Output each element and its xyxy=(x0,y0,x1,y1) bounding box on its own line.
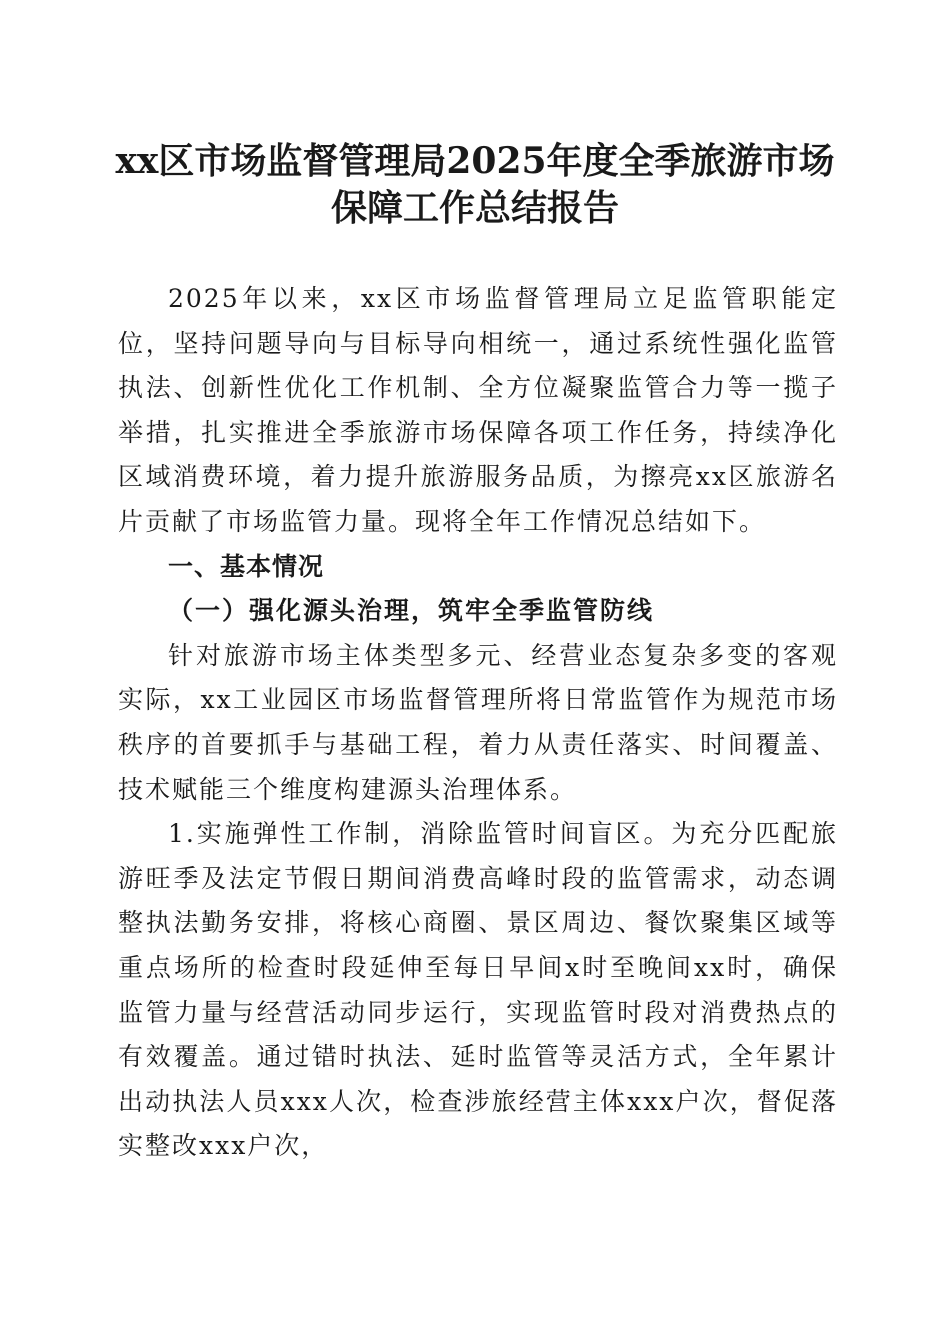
subsection-paragraph: 针对旅游市场主体类型多元、经营业态复杂多变的客观实际，xx工业园区市场监督管理所将日常监管作为规范市场秩序的首要抓手与基础工程，着力从责任落实、时间覆盖、技术赋能三个维度构建源头治理体系。 xyxy=(118,640,838,804)
intro-paragraph: 2025年以来，xx区市场监督管理局立足监管职能定位，坚持问题导向与目标导向相统一，通过系统性强化监管执法、创新性优化工作机制、全方位凝聚监管合力等一揽子举措，扎实推进全季旅游市场保障各项工作任务，持续净化区域消费环境，着力提升旅游服务品质，为擦亮xx区旅游名片贡献了市场监管力量。现将全年工作情况总结如下。 xyxy=(118,284,838,536)
document-body xyxy=(118,277,838,1169)
title-line-2: 保障工作总结报告 xyxy=(330,187,619,229)
item-paragraph-1: 1.实施弹性工作制，消除监管时间盲区。为充分匹配旅游旺季及法定节假日期间消费高峰时段的监管需求，动态调整执法勤务安排，将核心商圈、景区周边、餐饮聚集区域等重点场所的检查时段延伸至每日早间x时至晚间xx时，确保监管力量与经营活动同步运行，实现监管时段对消费热点的有效覆盖。通过错时执法、延时监管等灵活方式，全年累计出动执法人员xxx人次，检查涉旅经营主体xxx户次，督促落实整改xxx户次， xyxy=(118,819,838,1161)
subsection-heading-source-governance: （一）强化源头治理，筑牢全季监管防线 xyxy=(168,596,655,626)
title-line-1: xx区市场监督管理局2025年度全季旅游市场 xyxy=(115,140,835,182)
document-title xyxy=(100,138,850,232)
section-heading-basic-situation: 一、基本情况 xyxy=(168,551,325,581)
